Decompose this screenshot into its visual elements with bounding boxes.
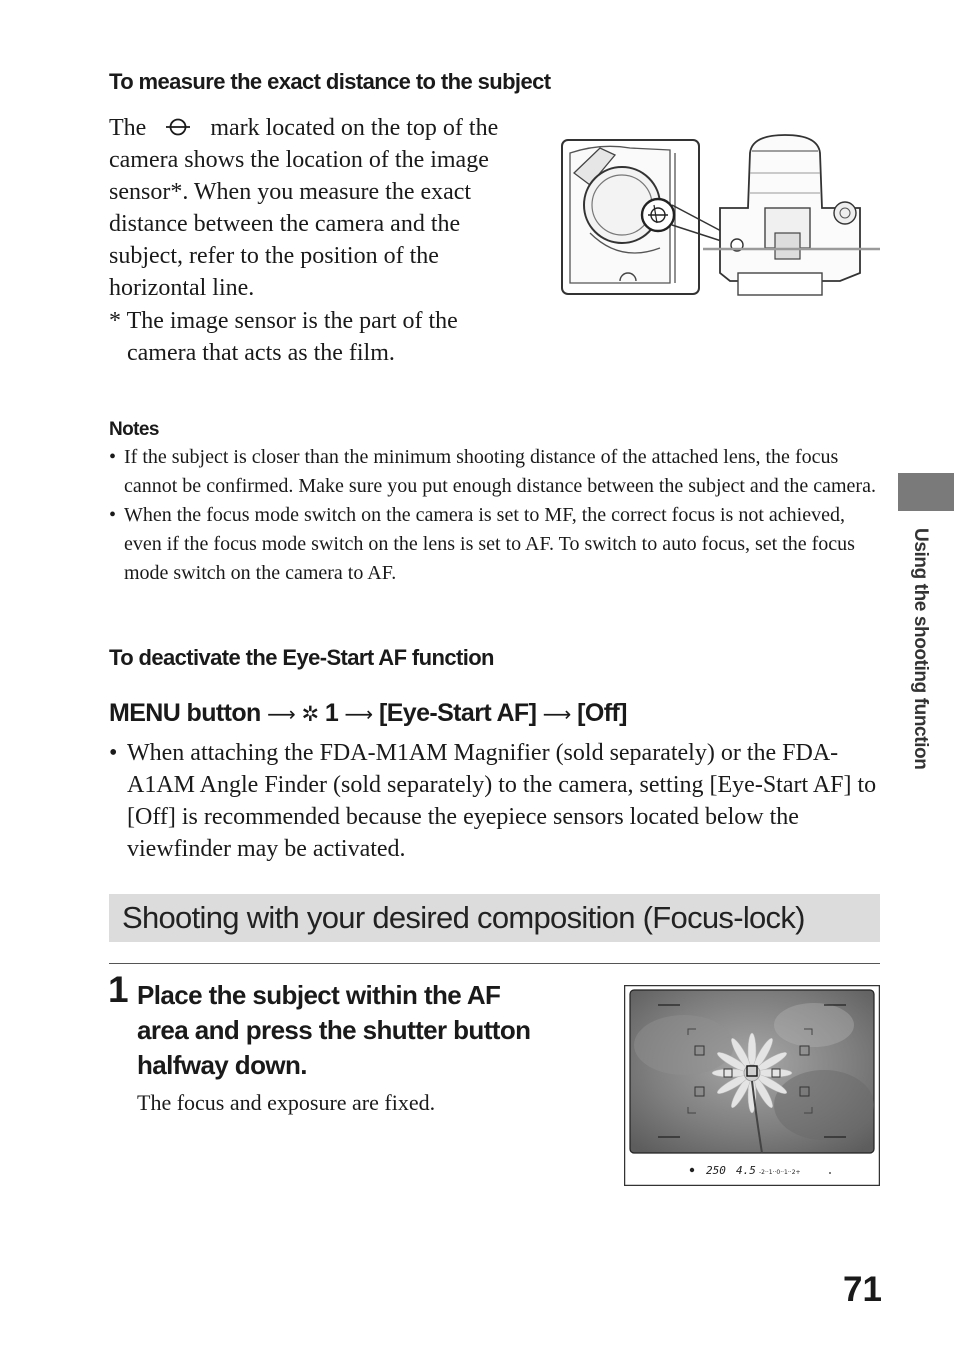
menu-path-menu: MENU button xyxy=(109,699,261,727)
arrow-right-icon: ⟶ xyxy=(542,702,571,726)
image-sensor-mark-icon xyxy=(152,114,204,134)
eyestart-list xyxy=(109,737,883,865)
note-item: • If the subject is closer than the minimum shooting distance of the attached lens, the focus cannot be confirmed. Make sure you put enough distance between the subject and the camera. xyxy=(109,443,879,501)
viewfinder-svg xyxy=(624,985,880,1186)
step-description: The focus and exposure are fixed. xyxy=(137,1090,436,1115)
arrow-right-icon: ⟶ xyxy=(267,702,296,726)
side-tab xyxy=(898,473,954,511)
measure-para-post: mark located on the top of the camera shows the location of the image sensor*. When you measure the exact distance between the camera and the subject, refer to the position of the horizontal line. xyxy=(109,115,499,301)
menu-path-item: [Eye-Start AF] xyxy=(378,699,537,727)
side-section-label: Using the shooting function xyxy=(910,528,931,770)
gear-icon: ✲ xyxy=(301,702,319,726)
camera-top-illustration xyxy=(560,133,882,298)
viewfinder-scale: -2··1··0··1··2+ xyxy=(759,1169,801,1176)
note-item: • When the focus mode switch on the camera is set to MF, the correct focus is not achieved, even if the focus mode switch on the lens is set to AF. To switch to auto focus, set the focus mode switch on the camera to AF. xyxy=(109,501,879,588)
heading-eyestart: To deactivate the Eye-Start AF function xyxy=(109,645,494,670)
step-title: Place the subject within the AF area and press the shutter button halfway down. xyxy=(137,980,531,1080)
viewfinder-shutter: 250 xyxy=(706,1164,726,1177)
measure-para-pre: The xyxy=(109,115,147,141)
eyestart-bullet: • When attaching the FDA-M1AM Magnifier (sold separately) or the FDA-A1AM Angle Finder (sold separately) to the camera, setting [Eye-Start AF] to [Off] is recommended because the eyepiece sensors located below the viewfinder may be activated. xyxy=(109,737,883,865)
heading-measure-distance: To measure the exact distance to the subject xyxy=(109,69,551,94)
menu-path xyxy=(109,697,627,730)
notes-list xyxy=(109,443,879,588)
menu-path-value: [Off] xyxy=(577,699,627,727)
footnote: * The image sensor is the part of the camera that acts as the film. xyxy=(109,308,458,366)
step-number: 1 xyxy=(108,969,129,1010)
viewfinder-illustration xyxy=(624,985,880,1186)
divider xyxy=(109,963,880,964)
notes-title: Notes xyxy=(109,419,159,440)
viewfinder-aperture: 4.5 xyxy=(736,1164,756,1177)
page-number: 71 xyxy=(843,1270,882,1309)
arrow-right-icon: ⟶ xyxy=(344,702,373,726)
menu-path-num: 1 xyxy=(324,699,339,727)
section-title: Shooting with your desired composition (Focus-lock) xyxy=(122,900,805,935)
measure-paragraph xyxy=(109,112,521,304)
